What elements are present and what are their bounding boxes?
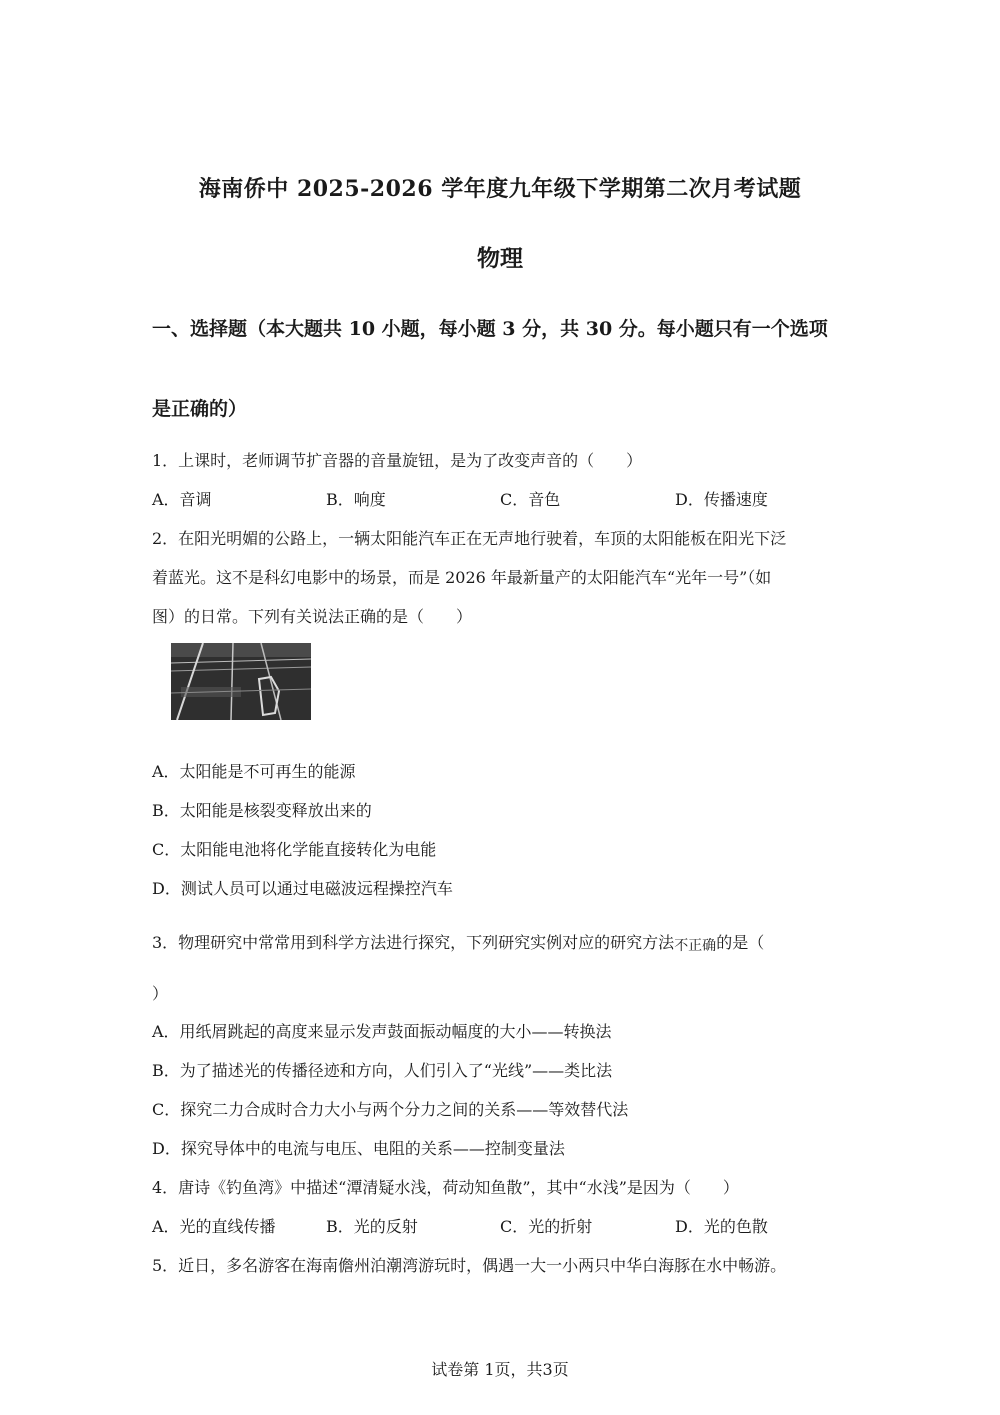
question-5-stem: 5．近日，多名游客在海南儋州泊潮湾游玩时，偶遇一大一小两只中华白海豚在水中畅游。 [152, 1256, 787, 1275]
q2-option-a: A．太阳能是不可再生的能源 [152, 762, 356, 781]
exam-title: 海南侨中 2025-2026 学年度九年级下学期第二次月考试题 [198, 176, 802, 202]
question-2-stem-line3: 图）的日常。下列有关说法正确的是（ ） [152, 607, 473, 626]
question-3-stem-line2: ） [152, 984, 169, 1003]
q3-option-d: D．探究导体中的电流与电压、电阻的关系——控制变量法 [152, 1139, 565, 1158]
subject-title: 物理 [477, 245, 523, 272]
q2-option-d: D．测试人员可以通过电磁波远程操控汽车 [152, 879, 453, 898]
q1-option-a: A．音调 [152, 490, 212, 509]
solar-car-photo [171, 643, 311, 720]
q4-option-a: A．光的直线传播 [152, 1217, 276, 1236]
page-footer: 试卷第 1页，共3页 [431, 1360, 569, 1379]
q3-stem-part-a: 3．物理研究中常常用到科学方法进行探究，下列研究实例对应的研究方法 [152, 933, 675, 952]
q4-option-c: C．光的折射 [500, 1217, 593, 1236]
question-2-stem-line2: 着蓝光。这不是科幻电影中的场景，而是 2026 年最新量产的太阳能汽车“光年一号”（如 [152, 568, 772, 587]
q1-option-c: C．音色 [500, 490, 561, 509]
q3-option-b: B．为了描述光的传播径迹和方向，人们引入了“光线”——类比法 [152, 1061, 613, 1080]
question-3-stem-line1 [152, 930, 764, 953]
question-1-stem: 1．上课时，老师调节扩音器的音量旋钮，是为了改变声音的（ ） [152, 451, 643, 470]
q2-option-b: B．太阳能是核裂变释放出来的 [152, 801, 372, 820]
q2-option-c: C．太阳能电池将化学能直接转化为电能 [152, 840, 437, 859]
q4-option-d: D．光的色散 [675, 1217, 768, 1236]
q3-stem-part-c: 的是（ [716, 933, 765, 952]
section-heading-line2: 是正确的） [152, 398, 248, 420]
question-4-stem: 4．唐诗《钓鱼湾》中描述“潭清疑水浅，荷动知鱼散”，其中“水浅”是因为（ ） [152, 1178, 739, 1197]
q1-option-b: B．响度 [326, 490, 386, 509]
q4-option-b: B．光的反射 [326, 1217, 418, 1236]
q1-option-d: D．传播速度 [675, 490, 768, 509]
q3-option-c: C．探究二力合成时合力大小与两个分力之间的关系——等效替代法 [152, 1100, 629, 1119]
q3-stem-emphasis: 不正确 [674, 938, 717, 954]
q3-option-a: A．用纸屑跳起的高度来显示发声鼓面振动幅度的大小——转换法 [152, 1022, 612, 1041]
section-heading-line1: 一、选择题（本大题共 10 小题，每小题 3 分，共 30 分。每小题只有一个选项 [152, 318, 828, 340]
question-2-stem-line1: 2．在阳光明媚的公路上，一辆太阳能汽车正在无声地行驶着，车顶的太阳能板在阳光下泛 [152, 529, 787, 548]
